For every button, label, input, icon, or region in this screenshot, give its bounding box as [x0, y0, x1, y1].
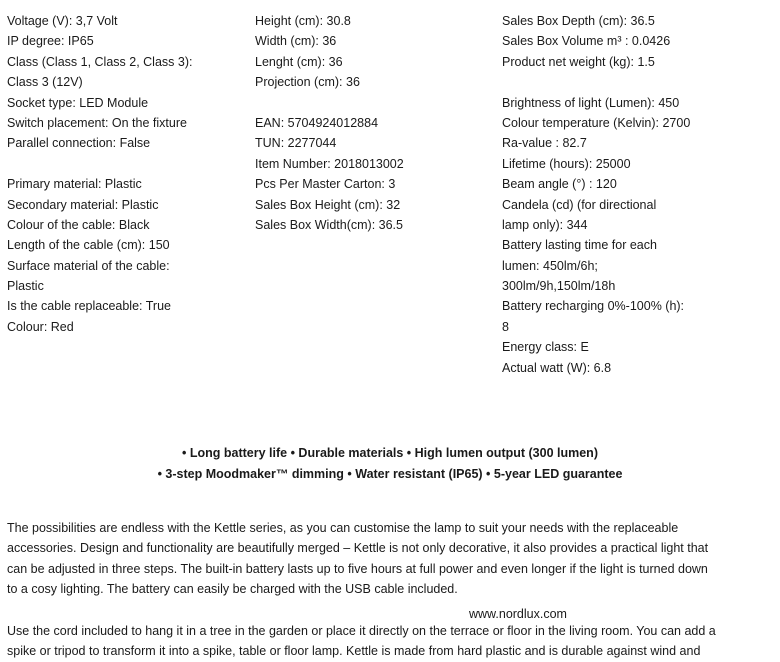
- spec-line: Plastic: [7, 279, 44, 294]
- spec-line: Secondary material: Plastic: [7, 197, 159, 212]
- spec-line: Socket type: LED Module: [7, 95, 149, 110]
- feature-highlights: [0, 443, 780, 484]
- spec-line: 8: [502, 319, 509, 334]
- spec-line: Candela (cd) (for directional: [502, 197, 657, 212]
- paragraph-line: spike or tripod to transform it into a spike, table or floor lamp. Kettle is made from hard plastic and is durable against wind and: [7, 644, 701, 659]
- spec-line: lumen: 450lm/6h;: [502, 258, 598, 273]
- spec-line: Colour of the cable: Black: [7, 217, 150, 232]
- spec-line: Beam angle (°) : 120: [502, 177, 617, 192]
- spec-line: IP degree: IP65: [7, 34, 94, 49]
- paragraph-line: accessories. Design and functionality are beautifully merged – Kettle is not only decorative, it also provides a practical light that: [7, 541, 709, 556]
- spec-line: Sales Box Volume m³ : 0.0426: [502, 34, 671, 49]
- spec-line: Class 3 (12V): [7, 75, 83, 90]
- spacer: [7, 154, 247, 174]
- spec-line: Switch placement: On the fixture: [7, 115, 187, 130]
- feature-line: • Long battery life • Durable materials • High lumen output (300 lumen): [182, 446, 598, 460]
- spacer: [255, 93, 495, 113]
- spec-line: Width (cm): 36: [255, 34, 337, 49]
- description-paragraph-2: [7, 621, 777, 662]
- spec-line: Sales Box Depth (cm): 36.5: [502, 14, 655, 28]
- paragraph-line: can be adjusted in three steps. The built-in battery lasts up to five hours at full power and even longer if the light is turned down: [7, 561, 708, 576]
- specs-column-3: [502, 11, 777, 378]
- spec-line: Pcs Per Master Carton: 3: [255, 177, 396, 192]
- specs-column-1: [7, 11, 247, 337]
- feature-line: • 3-step Moodmaker™ dimming • Water resistant (IP65) • 5-year LED guarantee: [157, 466, 623, 481]
- spec-line: Item Number: 2018013002: [255, 156, 404, 171]
- paragraph-line: The possibilities are endless with the Kettle series, as you can customise the lamp to suit your needs with the replaceable: [7, 521, 679, 535]
- specs-column-2: [255, 11, 495, 235]
- paragraph-line: to a cosy lighting. The battery can easily be charged with the USB cable included.: [7, 582, 458, 597]
- spec-line: Class (Class 1, Class 2, Class 3):: [7, 54, 193, 69]
- spec-line: Colour: Red: [7, 319, 74, 334]
- spec-line: Colour temperature (Kelvin): 2700: [502, 115, 691, 130]
- spec-line: lamp only): 344: [502, 217, 588, 232]
- spec-line: Sales Box Height (cm): 32: [255, 197, 401, 212]
- spec-line: Ra-value : 82.7: [502, 136, 587, 151]
- spec-line: Voltage (V): 3,7 Volt: [7, 14, 118, 28]
- website-url: www.nordlux.com: [469, 607, 567, 621]
- spec-line: Product net weight (kg): 1.5: [502, 54, 655, 69]
- spec-line: Battery recharging 0%-100% (h):: [502, 299, 685, 314]
- spec-line: Parallel connection: False: [7, 136, 151, 151]
- paragraph-line: Use the cord included to hang it in a tree in the garden or place it directly on the terrace or floor in the living room. You can add a: [7, 624, 716, 638]
- spec-line: Primary material: Plastic: [7, 177, 142, 192]
- spec-line: Battery lasting time for each: [502, 238, 657, 253]
- spec-line: Lenght (cm): 36: [255, 54, 343, 69]
- spec-line: TUN: 2277044: [255, 136, 337, 151]
- spec-line: Height (cm): 30.8: [255, 14, 351, 28]
- spec-line: Projection (cm): 36: [255, 75, 360, 90]
- spec-line: Length of the cable (cm): 150: [7, 238, 170, 253]
- spec-line: Energy class: E: [502, 340, 589, 355]
- spec-line: Lifetime (hours): 25000: [502, 156, 631, 171]
- spec-line: Surface material of the cable:: [7, 258, 170, 273]
- description-paragraph-1: [7, 518, 777, 600]
- spec-line: Sales Box Width(cm): 36.5: [255, 217, 403, 232]
- spec-line: Brightness of light (Lumen): 450: [502, 95, 680, 110]
- spec-line: Is the cable replaceable: True: [7, 299, 171, 314]
- spacer: [502, 72, 777, 92]
- spec-line: Actual watt (W): 6.8: [502, 360, 612, 375]
- spec-line: 300lm/9h,150lm/18h: [502, 279, 616, 294]
- spec-line: EAN: 5704924012884: [255, 115, 379, 130]
